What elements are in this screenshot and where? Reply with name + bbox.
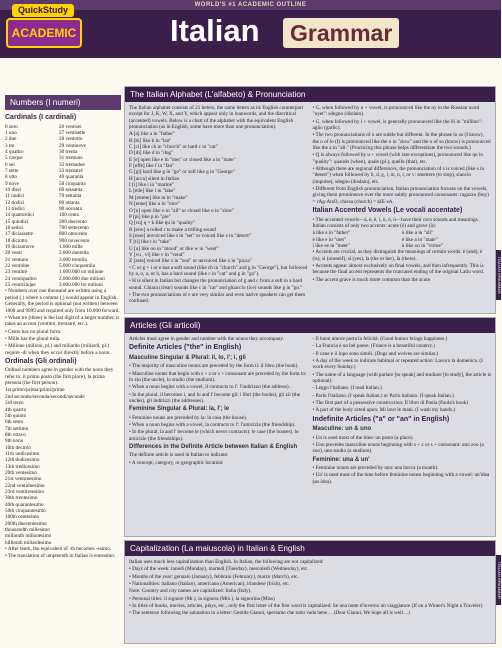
cardinal-number: 5.000 cinquemila	[59, 263, 96, 270]
capitalization-items	[129, 566, 491, 616]
number-note: • Cento has no plural form.	[5, 328, 62, 335]
alphabet-letter: B [bi] like b in "bat"	[129, 137, 172, 144]
cardinal-number: 200 duecento	[59, 218, 87, 225]
alphabet-note: • The two pronunciations of e are very similar and even native speakers can get them confused.	[129, 291, 306, 305]
alphabet-letter: A [a] like a in "father"	[129, 131, 176, 138]
alphabet-right	[313, 105, 492, 306]
ordinal-note: • The translation of umpteenth in Italian is ennesimo.	[5, 553, 116, 560]
indef-masc-heading: Masculine: un & uno	[312, 426, 372, 433]
cardinal-number: 30 trenta	[59, 148, 78, 155]
alphabet-letter: Z [zeta] voiced like z in "zoo" or unvoiced like z in "pizza"	[129, 258, 252, 265]
cardinal-number: 33 trentatré	[59, 167, 83, 174]
cardinal-number: 0 zero	[5, 123, 18, 130]
cardinal-number: 8 otto	[5, 174, 17, 181]
cardinal-number: 28 ventotto	[59, 136, 83, 143]
number-notes	[5, 288, 120, 355]
logo-top-text: QuickStudy	[12, 4, 74, 17]
articles-left	[129, 336, 308, 486]
article-rule: - Leggo l'italiano. (I read Italian.)	[312, 385, 382, 392]
ordinal-number: 3rd terzo	[5, 400, 24, 407]
indef-fem-heading: Feminine: una & un'	[312, 456, 370, 463]
ordinal-number: millionth milionesimo	[5, 533, 52, 540]
indef-fem-items	[313, 465, 492, 485]
diff-items	[129, 452, 308, 466]
capitalization-rule: • Personal titles: il signore (Mr.), la signora (Mrs.), la signorina (Miss)	[129, 595, 275, 602]
article-rule: • In the plural, il becomes i, and lo and l' become gli: i libri (the books), gli zii (the uncles), gli indirizzi (the addresses).	[129, 391, 301, 404]
accented-vowel: è like e in "met"	[312, 236, 347, 243]
ordinal-number: 8th ottavo	[5, 431, 26, 438]
ordinal-number: 30th trentesimo	[5, 495, 38, 502]
cardinal-number: 24 ventiquattro	[5, 275, 37, 282]
cardinal-number: 12 dodici	[5, 199, 25, 206]
alphabet-note: • H is silent in Italian but changes the pronunciation of g and c from a soft to a hard sound. Chiara (clear) sounds like c in "cat" and ghiaccio (ice) sounds like g in "go."	[129, 278, 303, 291]
ordinal-number: 5th quinto	[5, 412, 27, 419]
cardinal-number: 3 tre	[5, 142, 15, 149]
cardinal-number: 2 due	[5, 136, 17, 143]
capitalization-rule: • The sentence following the salutation in a letter: Gentile Gianni, speriamo che tutto vada bene… (Dear Gianni, We hope all is well…)	[129, 610, 410, 617]
capitalization-section	[124, 540, 496, 644]
alphabet-letter: U [u] like oo in "mood" or like w in "west"	[129, 245, 219, 252]
alphabet-note: • The two pronunciations of o are subtle but different. In the phrase lo so (I know), the o of lo (I) is pronounced like the o in "slow" and the o of so (know) is pronounced like the a in "all." (Practicing this phrase helps differentiate the two sounds.)	[312, 132, 491, 152]
fem-sing-heading: Feminine Singular & Plural: la, l'; le	[129, 406, 230, 413]
articles-section	[124, 317, 496, 537]
cardinal-number: 60 sessanta	[59, 186, 83, 193]
alphabet-letter: L [elle] like l in "lake"	[129, 188, 176, 195]
header-tagline: WORLD'S #1 ACADEMIC OUTLINE	[194, 2, 307, 8]
ordinal-number: 20th ventesimo	[5, 469, 37, 476]
ordinal-number: 1st primo/prima/primi/prime	[5, 387, 65, 394]
article-rule: • A day of the week to indicate habitual or repeated action: Lavoro la domenica. (I work every Sunday.)	[312, 358, 483, 371]
cardinal-number: 10 dieci	[5, 186, 22, 193]
accented-vowel: ù like oo in "virtue"	[401, 243, 443, 250]
cardinal-number: 7 sette	[5, 167, 19, 174]
cardinal-number: 700 settecento	[59, 225, 89, 232]
cardinal-number: 3.000.000 tre milioni	[59, 282, 103, 289]
accented-vowel: ì like ee in "meet"	[312, 243, 350, 250]
alphabet-intro: The Italian alphabet consists of 21 letters, the same letters as its English counterpart except for J, K, W, X, and Y, which appear only in loanwords, and the diacritical (accented) vowels. Below is a chart of the alphabet with the equivalent English pronunciation (as in English, some have more than one pronunciation).	[129, 105, 304, 131]
cardinal-number: 15 quindici	[5, 218, 29, 225]
cardinal-number: 19 diciannove	[5, 244, 35, 251]
number-note: • Numbers over one thousand are written using a period (.) where a comma (,) would appear in English. Generally, the period is optional (not written) between 1000 and 9999 and required only from 10.000 forward.	[5, 288, 120, 314]
number-note: • When tre (three) is the last digit of a larger number, it takes an accent (ventitré, trentatré, etc.).	[5, 314, 119, 328]
ordinals-list	[5, 387, 120, 546]
article-rule: • Un' is used most of the time before feminine nouns beginning with a vowel: un'idea (an idea).	[312, 472, 490, 485]
alphabet-note: • C or g + i or e has a soft sound (like ch in "church" and g in "George"), but followed by a, o, u, or h, has a hard sound (like c in "cat" and g in "go").	[129, 264, 308, 277]
article-rule: • Feminine nouns are preceded by la: la casa (the house).	[129, 414, 248, 421]
alphabet-letter: V [vu , vi] like v in "vend"	[129, 251, 185, 258]
ordinal-number: 11th undicesimo	[5, 450, 40, 457]
alphabet-left-notes	[129, 265, 308, 305]
cardinal-number: 26 ventisei	[59, 123, 82, 130]
vowels-heading: Italian Accented Vowels (Le vocali accentate)	[312, 207, 463, 215]
article-rule: • The first part of a possessive construction: Il libro di Paola (Paola's book)	[312, 400, 469, 407]
cardinal-number: 18 diciotto	[5, 237, 28, 244]
cardinal-number: 25 venticinque	[5, 282, 36, 289]
article-rule: • A concept, category, or geographic location:	[129, 459, 224, 466]
article-rule: - La Francia è un bel paese. (France is a beautiful country.)	[312, 343, 435, 350]
right-column	[124, 86, 496, 642]
article-rule: • The majority of masculine nouns are preceded by the form il: il libro (the book).	[129, 363, 299, 370]
capitalization-bar: Capitalization (La maiuscola) in Italian & English	[125, 541, 495, 556]
cardinal-number: 16 sedici	[5, 225, 24, 232]
cardinal-number: 5 cinque	[5, 155, 23, 162]
alphabet-section	[124, 86, 496, 314]
header	[0, 0, 501, 58]
cardinal-number: 100 cento	[59, 212, 80, 219]
cardinal-number: 31 trentuno	[59, 155, 83, 162]
cardinal-number: 900 novecento	[59, 237, 90, 244]
capitalization-rule: • Nationalities: italiano (Italian), americano (American), irlandese (Irish), etc.	[129, 581, 290, 588]
ordinal-number: billionth miliardesimo	[5, 539, 52, 546]
logo-bottom-text: ACADEMIC	[6, 18, 82, 48]
accented-vowel: ò like a in "all"	[401, 230, 434, 237]
indef-masc-items	[313, 435, 492, 455]
alphabet-left	[129, 105, 308, 306]
cardinal-number: 23 ventitré	[5, 269, 28, 276]
fem-items	[129, 415, 308, 442]
article-rule: - Il cane e il lupo sono simili. (Dogs and wolves are similar.)	[312, 350, 439, 357]
ordinals-intro: Ordinal numbers agree in gender with the noun they refer to: il primo posto (the first place), la prima persona (the first person).	[5, 367, 114, 387]
cardinal-number: 11 undici	[5, 193, 25, 200]
ordinals-heading: Ordinals (Gli ordinali)	[5, 357, 77, 365]
alphabet-letter: F [effe] like f in "fan"	[129, 163, 175, 170]
articles-bar: Articles (Gli articoli)	[125, 318, 495, 333]
article-rule: • A part of the body acted upon: Mi lavo le mani. (I wash my hands.)	[312, 407, 456, 414]
side-tab-top: ITALIAN GRAMMAR	[496, 250, 501, 300]
cardinal-number: 3.000 tremila	[59, 256, 87, 263]
cardinal-number: 9 nove	[5, 180, 19, 187]
ordinal-number: 50th cinquantesimo	[5, 508, 46, 514]
cardinals-heading: Cardinals (I cardinali)	[5, 114, 77, 121]
capitalization-rule: • Days of the week: lunedì (Monday), martedì (Tuesday), mercoledì (Wednesday), etc.	[129, 566, 309, 573]
ordinal-number: 23rd ventitreesimo	[5, 488, 45, 495]
cardinal-number: 90 novanta	[59, 206, 82, 212]
ordinal-number: 40th quarantesimo	[5, 501, 44, 508]
number-note: • Milione (milioni, pl.) and miliardo (miliardi, pl.) require -di when they occur directly before a noun.	[5, 343, 111, 356]
article-rule: • Un is used most of the time: un posto (a place).	[312, 434, 414, 441]
alphabet-letter: S [esse] unvoiced like s in "set" or voiced like s in "desert"	[129, 232, 251, 239]
ordinal-number: 200th duecentesimo	[5, 520, 47, 527]
article-rule: • When a noun begins with a vowel, il contracts to l': l'indirizzo (the address).	[129, 384, 290, 391]
cardinal-number: 80 ottanta	[59, 199, 80, 206]
cardinal-number: 29 ventinove	[59, 142, 86, 149]
cardinal-number: 27 ventisette	[59, 129, 86, 136]
masc-sing-heading: Masculine Singular & Plural: il, lo, l'; i, gli	[129, 354, 246, 361]
cardinal-number: 1.000.000 un milione	[59, 269, 104, 276]
cardinal-number: 50 cinquanta	[59, 180, 86, 187]
alphabet-note: • Q is always followed by u + vowel (with rare exceptions), pronounced like qu in "quality": quando (when), quale (pl.), quello (that), etc.	[312, 152, 483, 165]
article-rule: • Feminine nouns are preceded by una: una bocca (a mouth).	[312, 464, 439, 471]
page-subtitle: Grammar	[283, 18, 399, 48]
articles-intro: Articles must agree in gender and number with the nouns they accompany.	[129, 336, 284, 342]
alphabet-letter: G [gi] hard like g in "go" or soft like g in "George"	[129, 169, 235, 176]
alphabet-letter: R [erre] a rolled r to make a trilling sound	[129, 226, 216, 233]
cardinals-list	[5, 124, 120, 289]
numbers-bar: Numbers (I numeri)	[5, 95, 121, 110]
cardinal-number: 20 venti	[5, 250, 22, 257]
ordinal-number: 9th nono	[5, 438, 24, 445]
number-note: • Mille has the plural mila.	[5, 335, 61, 342]
differences-heading: Differences in the Definite Article between Italian & English	[129, 443, 298, 450]
vowels-intro: • The accented vowels—à, è, é, ì, ò, ó, ù—have their own sounds and meanings. Italian consists of only two accents: acute (é) and grave (à):	[312, 216, 479, 230]
cardinal-number: 13 tredici	[5, 206, 25, 212]
ordinal-number: 7th settimo	[5, 425, 29, 432]
alphabet-letter: E [e] open like e in "met" or closed like a in "mate"	[129, 156, 236, 163]
definite-heading: Definite Articles ("the" in English)	[129, 344, 242, 352]
vowel-notes	[313, 249, 492, 283]
quickstudy-logo	[4, 4, 80, 52]
cardinal-number: 32 trentadue	[59, 161, 85, 168]
ordinal-number: 4th quarto	[5, 406, 27, 413]
vowel-note: • Accents are crucial, as they distinguish the meanings of certain words: è (and), è (is), sì (oneself), sì (yes), la (the or her), là (there).	[312, 249, 483, 262]
ordinal-note: • After tenth, the equivalent of -th becomes -esimo.	[5, 546, 112, 553]
ordinal-notes	[5, 546, 120, 560]
ordinal-number: 12th dodicesimo	[5, 457, 40, 464]
article-rule: • In the plural, la and l' become le (which never contracts): le case (the houses), le amicizie (the friendships).	[129, 429, 299, 442]
alphabet-note: • Different from English pronunciation, Italian pronunciation focuses on the vowels, giving them prominence over the more subtly pronounced consonants: ragazzo (boy) = rAg-AtsO, chiesa (church) = kIE-sA.	[312, 186, 489, 205]
ordinal-number: 21st ventunesimo	[5, 476, 42, 483]
capitalization-rule: • Months of the year: gennaio (January), febbraio (February), marzo (March), etc.	[129, 573, 299, 580]
numbers-section	[5, 112, 120, 642]
alphabet-bar: The Italian Alphabet (L'alfabeto) & Pronunciation	[125, 87, 495, 102]
masc-items	[129, 363, 308, 404]
cardinal-number: 14 quattordici	[5, 212, 34, 219]
alphabet-letter: C [ci] like ch in "church" or hard c in "cat"	[129, 144, 218, 151]
article-rule: The definite article is used in Italian to indicate:	[129, 452, 229, 459]
alphabet-letter: D [di] like d in "dog"	[129, 150, 174, 157]
alphabet-right-notes	[313, 105, 492, 205]
cardinal-number: 4 quattro	[5, 148, 24, 155]
vowel-note: • Accents appear almost exclusively on final vowels, and then infrequently. This is because the final accent represents the truncated ending of the original Latin word.	[312, 263, 485, 276]
ordinal-number: 2nd secondo/seconda/secondi/seconde	[5, 393, 85, 400]
article-rule: - Il buon umore porta la felicità. (Good humor brings happiness.)	[312, 336, 448, 342]
article-rule: • Masculine nouns that begin with s + z or s + consonant are preceded by the form lo: lo zio (the uncle), lo studio (the studium).	[129, 370, 307, 383]
ordinal-number: 10th decimo	[5, 444, 31, 451]
cardinal-number: 2.000.000 due milioni	[59, 275, 105, 282]
article-rule: • The name of a language (with parlare [to speak] and studiare [to study], the article is optional):	[312, 371, 491, 385]
cardinal-number: 1 uno	[5, 129, 17, 136]
alphabet-letter: T [ti] like t in "take"	[129, 239, 172, 246]
alphabet-letter: Q [cu] q = k like qu in "quality"	[129, 220, 196, 227]
cardinal-number: 17 diciassette	[5, 231, 34, 238]
cardinal-number: 70 settanta	[59, 193, 82, 200]
accented-vowel: é like a in "mate"	[401, 236, 438, 243]
capitalization-intro: Italian uses much less capitalization than English. In Italian, the following are not capitalized:	[129, 559, 324, 565]
ordinal-number: 6th sesto	[5, 419, 24, 426]
alphabet-letter: I [i] like i in "marine"	[129, 182, 175, 189]
alphabet-note: • G, when followed by l + vowel, is generally pronounced like the lli in "million": aglio (garlic).	[312, 118, 483, 132]
article-rule: • Uno precedes masculine nouns beginning with s + z or s + consonant: uno zoo (a zoo), uno studio (a studium).	[312, 441, 484, 455]
cardinal-number: 21 ventuno	[5, 256, 29, 263]
article-rule: • When a noun begins with a vowel, la contracts to l': l'amicizia (the friendship).	[129, 421, 296, 428]
vowels-list	[313, 230, 492, 249]
ordinal-number: thousandth millesimo	[5, 527, 50, 534]
cardinal-number: 40 quaranta	[59, 174, 84, 181]
capitalization-rule: Note: Country and city names are capitalized: Italia (Italy).	[129, 588, 252, 595]
indefinite-heading: Indefinite Articles ("a" or "an" in English)	[312, 415, 450, 423]
vowel-note: • The accent grave is much more common than the acute.	[312, 276, 432, 283]
cardinal-number: 6 sei	[5, 161, 15, 168]
alphabet-letter: H [acca] silent in Italian	[129, 175, 180, 182]
alphabet-note: • Although there are regional differences, the pronunciation of s is voiced (like s in "desert") when followed by b, d, g, l, m, n, r, or v: smettere (to stop), slancio (impulse), sdegno (disdain), etc.	[312, 166, 485, 185]
capitalization-rule: • In titles of books, movies, articles, plays, etc., only the first letter of the first word is capitalized: Se una notte d'inverno un viaggiatore (If on a Winter's Night a Traveler).	[129, 603, 484, 610]
articles-right-items	[313, 336, 492, 414]
cardinal-number: 1.000 mille	[59, 244, 83, 251]
letters-list	[129, 131, 308, 264]
ordinal-number: 100th centesimo	[5, 514, 40, 521]
alphabet-letter: P [pi] like p in "pie"	[129, 213, 171, 220]
ordinal-number: 13th tredicesimo	[5, 463, 40, 470]
side-tab-bottom: ITALIAN GRAMMAR	[496, 555, 501, 605]
article-rule: - Parlo l'italiano. (I speak Italian.) or Parlo italiano. (I speak Italian.)	[312, 392, 454, 399]
alphabet-letter: M [emme] like m in "make"	[129, 194, 188, 201]
alphabet-letter: O [o] open like o in "all" or closed like o in "slow"	[129, 207, 235, 214]
cardinal-number: 22 ventidue	[5, 263, 30, 270]
articles-right	[313, 336, 492, 486]
page-title: Italian	[170, 13, 260, 48]
ordinal-number: 22nd ventiduesimo	[5, 482, 45, 489]
alphabet-letter: N [enne] like n in "nice"	[129, 201, 180, 208]
accented-vowel: à like a in "father"	[312, 230, 351, 237]
cardinal-number: 800 ottocento	[59, 231, 88, 238]
cardinal-number: 2.000 duemila	[59, 250, 89, 257]
alphabet-note: • G, when followed by n + vowel, is pronounced like the ny in the Russian word "nyet": sdegno (disdain).	[312, 105, 480, 118]
